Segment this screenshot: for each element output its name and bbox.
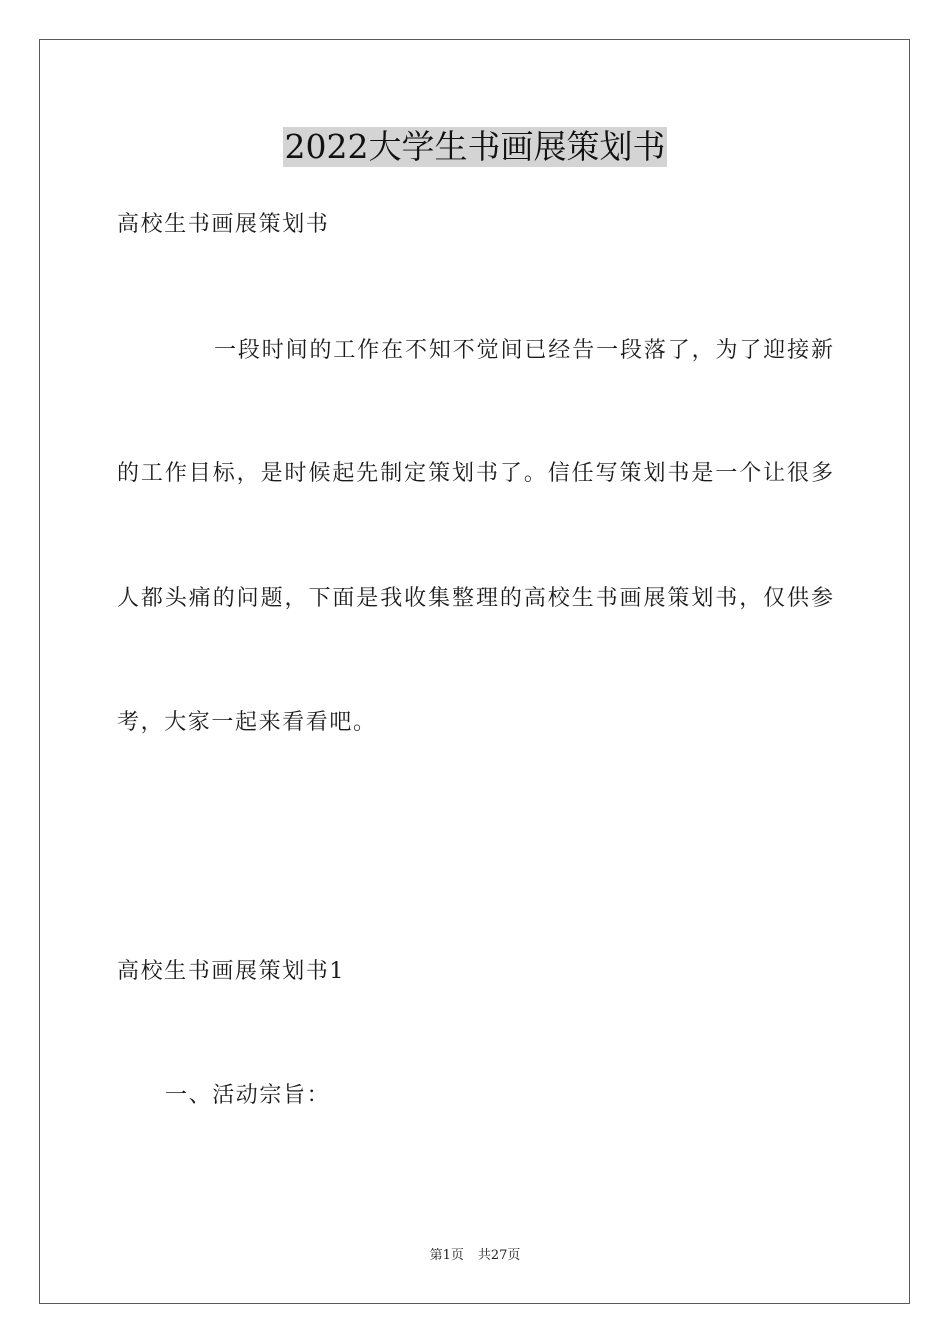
document-title: 2022大学生书画展策划书 — [284, 127, 666, 166]
page-footer — [0, 1247, 950, 1265]
intro-line-4: 考，大家一起来看看吧。 — [117, 710, 377, 735]
title-container — [0, 127, 950, 167]
section-heading: 一、活动宗旨： — [165, 1083, 331, 1108]
page-total: 共27页 — [477, 1248, 521, 1263]
subtitle: 高校生书画展策划书 — [117, 212, 330, 237]
intro-line-2: 的工作目标，是时候起先制定策划书了。信任写策划书是一个让很多 — [117, 461, 833, 486]
section-title: 高校生书画展策划书1 — [117, 959, 345, 984]
intro-line-3: 人都头痛的问题，下面是我收集整理的高校生书画展策划书，仅供参 — [117, 586, 833, 611]
page-number: 第1页 — [429, 1248, 464, 1263]
intro-line-1: 一段时间的工作在不知不觉间已经告一段落了，为了迎接新 — [214, 338, 833, 363]
